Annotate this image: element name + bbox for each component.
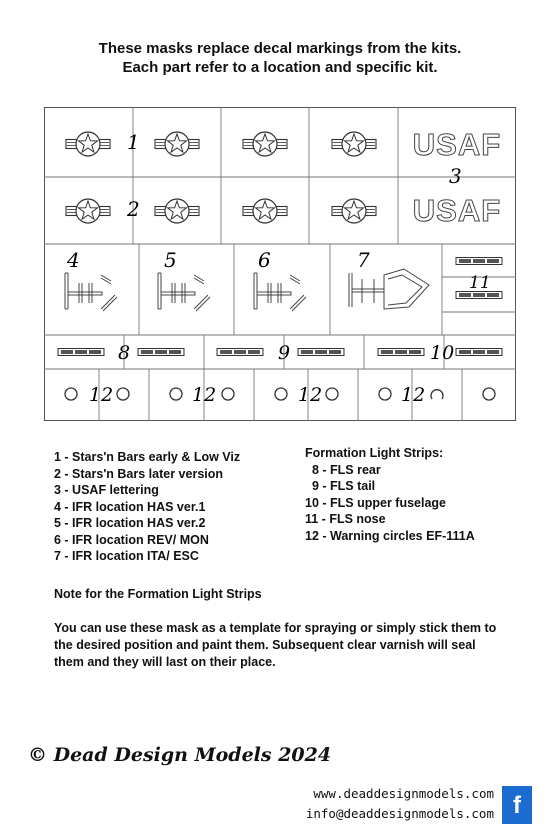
legend-item: 6 - IFR location REV/ MON (54, 532, 209, 547)
kit-number-10: 10 (430, 342, 455, 364)
legend-item: 7 - IFR location ITA/ ESC (54, 549, 199, 563)
note-title: Note for the Formation Light Strips (54, 587, 262, 601)
kit-number-8: 8 (118, 342, 131, 364)
email-link[interactable]: info@deaddesignmodels.com (305, 806, 494, 821)
usaf-lettering-2: USAF (412, 193, 502, 228)
kit-number-6: 6 (258, 248, 271, 272)
legend-item: 5 - IFR location HAS ver.2 (54, 516, 206, 530)
header-line-1: These masks replace decal markings from the kits. (98, 40, 462, 57)
legend-left (54, 449, 240, 565)
kit-number-1: 1 (127, 130, 140, 154)
kit-number-5: 5 (164, 248, 177, 272)
legend-item: 4 - IFR location HAS ver.1 (54, 499, 206, 514)
legend-item: 12 - Warning circles EF-111A (305, 528, 475, 543)
kit-number-11: 11 (469, 273, 491, 293)
kit-number-7: 7 (357, 248, 370, 272)
usaf-lettering-1: USAF (412, 127, 502, 162)
mask-sheet (44, 107, 516, 421)
legend-right (305, 445, 475, 544)
kit-number-12: 12 (298, 384, 323, 406)
legend-item: 1 - Stars'n Bars early & Low Viz (54, 450, 241, 464)
website-link[interactable]: www.deaddesignmodels.com (313, 786, 494, 801)
legend-title: Formation Light Strips: (305, 446, 444, 460)
copyright-signature: © Dead Design Models 2024 (28, 744, 332, 766)
kit-number-2: 2 (127, 197, 140, 221)
kit-number-4: 4 (67, 248, 80, 272)
header-line-2: Each part refer to a location and specific kit. (122, 59, 438, 76)
legend-item: 2 - Stars'n Bars later version (54, 466, 224, 481)
legend-item: 3 - USAF lettering (54, 483, 159, 497)
legend-item: 9 - FLS tail (305, 479, 376, 493)
legend-item: 11 - FLS nose (305, 512, 386, 526)
kit-number-12: 12 (401, 384, 426, 406)
note-body: You can use these mask as a template for spraying or simply stick them to the desired position and paint them. Subsequent clear varnish will seal them and they will last on their place. (54, 621, 497, 669)
kit-number-12: 12 (89, 384, 114, 406)
kit-number-12: 12 (192, 384, 217, 406)
legend-item: 8 - FLS rear (305, 462, 381, 477)
kit-number-9: 9 (278, 342, 291, 364)
kit-number-3: 3 (449, 164, 462, 188)
legend-item: 10 - FLS upper fuselage (305, 495, 447, 510)
facebook-icon[interactable]: f (502, 786, 532, 824)
